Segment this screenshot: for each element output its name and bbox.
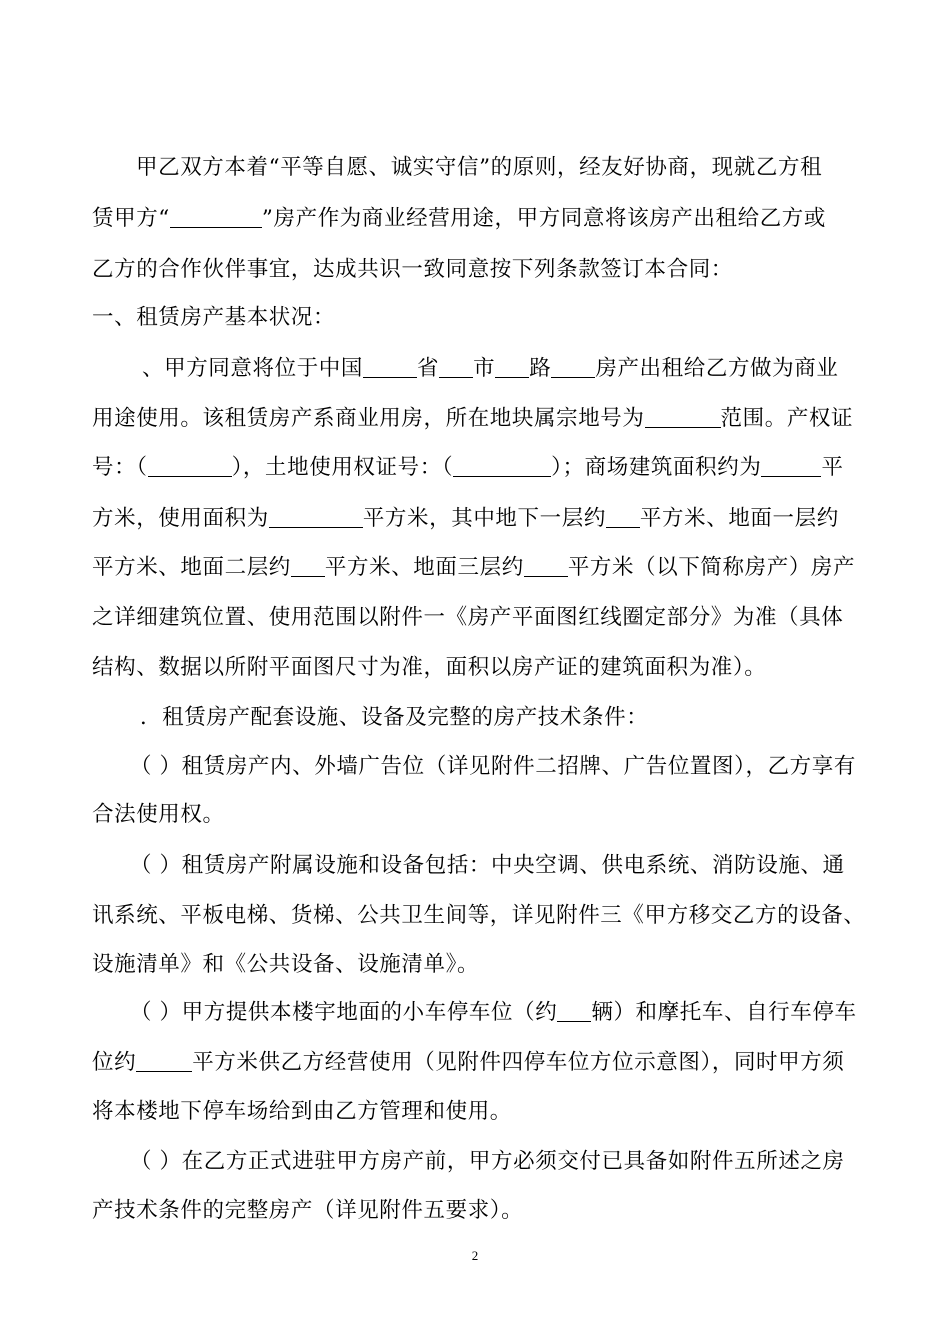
intro-line-2 bbox=[92, 204, 862, 234]
clause1-line-5 bbox=[92, 553, 862, 583]
intro-text-1: 甲乙双方本着“平等自愿、诚实守信”的原则，经友好协商，现就乙方租 bbox=[136, 155, 823, 180]
bike-area-blank bbox=[136, 1049, 192, 1072]
clause1-text-5b: 平方米、地面三层约 bbox=[324, 555, 524, 580]
item-c-text-2b: 平方米供乙方经营使用（见附件四停车位方位示意图），同时甲方须 bbox=[192, 1050, 845, 1075]
item-c-text-1a: （ ）甲方提供本楼宇地面的小车停车位（约 bbox=[130, 1000, 558, 1025]
clause1-text-4c: 平方米、地面一层约 bbox=[639, 506, 839, 531]
clause1-line-6 bbox=[92, 603, 862, 633]
item-b-text-3: 设施清单》和《公共设备、设施清单》。 bbox=[92, 952, 480, 977]
floor2-area-blank bbox=[291, 554, 325, 577]
clause1-text-2b: 范围。产权证 bbox=[720, 406, 854, 431]
clause1-text-2a: 用途使用。该租赁房产系商业用房，所在地块属宗地号为 bbox=[92, 406, 645, 431]
clause1-text-4b: 平方米，其中地下一层约 bbox=[362, 506, 606, 531]
clause1-text-5a: 平方米、地面二层约 bbox=[92, 555, 291, 580]
item-c-text-1b: 辆）和摩托车、自行车停车 bbox=[591, 1000, 857, 1025]
item-c-line-2 bbox=[92, 1048, 862, 1078]
land-cert-blank bbox=[453, 454, 551, 477]
clause1-text-4a: 方米，使用面积为 bbox=[92, 506, 269, 531]
clause1-text-6: 之详细建筑位置、使用范围以附件一《房产平面图红线圈定部分》为准（具体 bbox=[92, 605, 844, 630]
intro-line-1 bbox=[136, 153, 862, 183]
item-c-text-3: 将本楼地下停车场给到由乙方管理和使用。 bbox=[92, 1099, 512, 1124]
intro-text-2a: 赁甲方“ bbox=[92, 206, 170, 231]
clause1-line-1 bbox=[142, 354, 862, 384]
clause1-text-1b: 省 bbox=[417, 356, 440, 381]
clause2-heading bbox=[140, 703, 862, 733]
item-d-line-1 bbox=[130, 1147, 862, 1177]
clause1-text-3b: ），土地使用权证号：（ bbox=[231, 455, 454, 480]
item-d-line-2 bbox=[92, 1196, 862, 1226]
city-blank bbox=[439, 355, 473, 378]
clause1-text-1a: 、甲方同意将位于中国 bbox=[142, 356, 364, 381]
clause1-text-1e: 房产出租给乙方做为商业 bbox=[595, 356, 839, 381]
item-b-line-3 bbox=[92, 950, 862, 980]
item-c-line-1 bbox=[130, 998, 862, 1028]
province-blank bbox=[363, 355, 417, 378]
number-blank bbox=[551, 355, 595, 378]
item-c-line-3 bbox=[92, 1097, 862, 1127]
intro-text-3: 乙方的合作伙伴事宜，达成共识一致同意按下列条款签订本合同： bbox=[92, 257, 733, 282]
item-a-line-1 bbox=[130, 752, 862, 782]
clause2-heading-text: ．租赁房产配套设施、设备及完整的房产技术条件： bbox=[140, 705, 649, 730]
clause1-text-3a: 号：（ bbox=[92, 455, 148, 480]
item-d-text-2: 产技术条件的完整房产（详见附件五要求）。 bbox=[92, 1198, 524, 1223]
page-number: 2 bbox=[471, 1248, 479, 1263]
clause1-text-5c: 平方米（以下简称房产）房产 bbox=[567, 555, 856, 580]
section-heading bbox=[92, 303, 862, 333]
item-b-line-2 bbox=[92, 901, 866, 931]
item-b-text-1: （ ）租赁房产附属设施和设备包括：中央空调、供电系统、消防设施、通 bbox=[130, 853, 845, 878]
item-a-line-2 bbox=[92, 800, 862, 830]
clause1-text-3c: ）；商场建筑面积约为 bbox=[551, 455, 762, 480]
clause1-line-3 bbox=[92, 453, 862, 483]
clause1-text-1c: 市 bbox=[473, 356, 496, 381]
parcel-number-blank bbox=[645, 405, 721, 428]
building-area-blank bbox=[761, 454, 821, 477]
clause1-line-7 bbox=[92, 653, 862, 683]
floor3-area-blank bbox=[524, 554, 568, 577]
item-b-line-1 bbox=[130, 851, 862, 881]
item-b-text-2: 讯系统、平板电梯、货梯、公共卫生间等，详见附件三《甲方移交乙方的设备、 bbox=[92, 903, 866, 928]
clause1-line-4 bbox=[92, 504, 862, 534]
clause1-line-2 bbox=[92, 404, 862, 434]
usable-area-blank bbox=[269, 505, 363, 528]
clause1-text-3d: 平 bbox=[821, 455, 844, 480]
property-cert-blank bbox=[148, 454, 232, 477]
road-blank bbox=[495, 355, 529, 378]
clause1-text-7: 结构、数据以所附平面图尺寸为准，面积以房产证的建筑面积为准）。 bbox=[92, 655, 767, 680]
intro-line-3 bbox=[92, 255, 862, 285]
item-a-text-2: 合法使用权。 bbox=[92, 802, 225, 827]
section-heading-text: 一、租赁房产基本状况： bbox=[92, 305, 336, 330]
car-spaces-blank bbox=[557, 999, 591, 1022]
item-c-text-2a: 位约 bbox=[92, 1050, 137, 1075]
item-a-text-1: （ ）租赁房产内、外墙广告位（详见附件二招牌、广告位置图），乙方享有 bbox=[130, 754, 856, 779]
intro-text-2b: ”房产作为商业经营用途，甲方同意将该房产出租给乙方或 bbox=[261, 206, 827, 231]
property-name-blank bbox=[170, 205, 262, 228]
item-d-text-1: （ ）在乙方正式进驻甲方房产前，甲方必须交付已具备如附件五所述之房 bbox=[130, 1149, 845, 1174]
clause1-text-1d: 路 bbox=[529, 356, 552, 381]
basement-area-blank bbox=[606, 505, 640, 528]
